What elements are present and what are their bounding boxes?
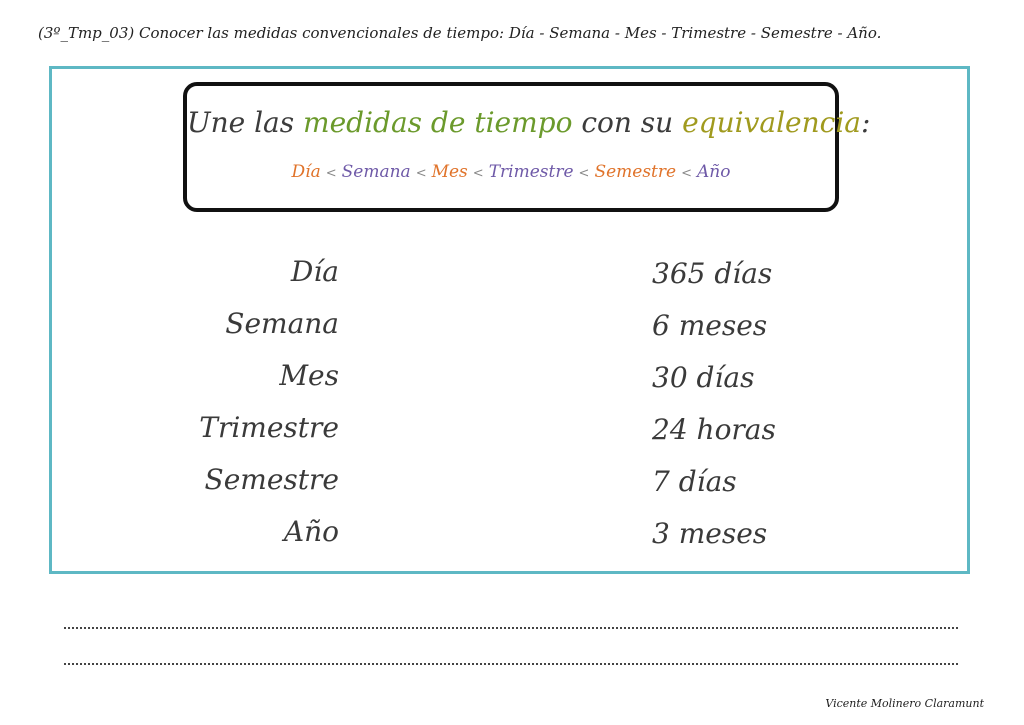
- left-item-ano[interactable]: Año: [283, 515, 339, 548]
- title-part-4: equivalencia: [682, 106, 861, 139]
- order-item-semestre: Semestre: [594, 162, 677, 182]
- order-separator: <: [578, 166, 590, 181]
- instruction-title: [187, 106, 871, 139]
- left-item-semana[interactable]: Semana: [225, 307, 339, 340]
- answer-line-1[interactable]: [64, 627, 958, 629]
- right-item-6-meses[interactable]: 6 meses: [652, 309, 768, 342]
- title-part-5: :: [861, 106, 871, 139]
- right-item-30-dias[interactable]: 30 días: [652, 361, 755, 394]
- time-order-line: [187, 162, 835, 182]
- order-item-dia: Día: [291, 162, 321, 182]
- title-part-1: Une las: [187, 106, 304, 139]
- order-item-mes: Mes: [431, 162, 468, 182]
- left-item-semestre[interactable]: Semestre: [204, 463, 339, 496]
- left-item-mes[interactable]: Mes: [279, 359, 339, 392]
- left-item-trimestre[interactable]: Trimestre: [199, 411, 339, 444]
- right-item-3-meses[interactable]: 3 meses: [652, 517, 768, 550]
- answer-line-2[interactable]: [64, 663, 958, 665]
- right-item-365-dias[interactable]: 365 días: [652, 257, 773, 290]
- instruction-box: [183, 82, 871, 212]
- left-item-dia[interactable]: Día: [290, 255, 339, 288]
- right-item-7-dias[interactable]: 7 días: [652, 465, 737, 498]
- order-separator: <: [325, 166, 337, 181]
- order-separator: <: [415, 166, 427, 181]
- title-part-2: medidas de tiempo: [303, 106, 573, 139]
- order-item-semana: Semana: [341, 162, 411, 182]
- author-credit: Vicente Molinero Claramunt: [825, 697, 984, 710]
- order-item-trimestre: Trimestre: [488, 162, 574, 182]
- order-separator: <: [681, 166, 692, 181]
- order-separator: <: [472, 166, 484, 181]
- right-item-24-horas[interactable]: 24 horas: [652, 413, 776, 446]
- order-item-ano: Año: [696, 162, 731, 182]
- worksheet-header: (3º_Tmp_03) Conocer las medidas convencionales de tiempo: Día - Semana - Mes - Trimestre - Semestre - Año.: [38, 24, 882, 42]
- title-part-3: con su: [572, 106, 683, 139]
